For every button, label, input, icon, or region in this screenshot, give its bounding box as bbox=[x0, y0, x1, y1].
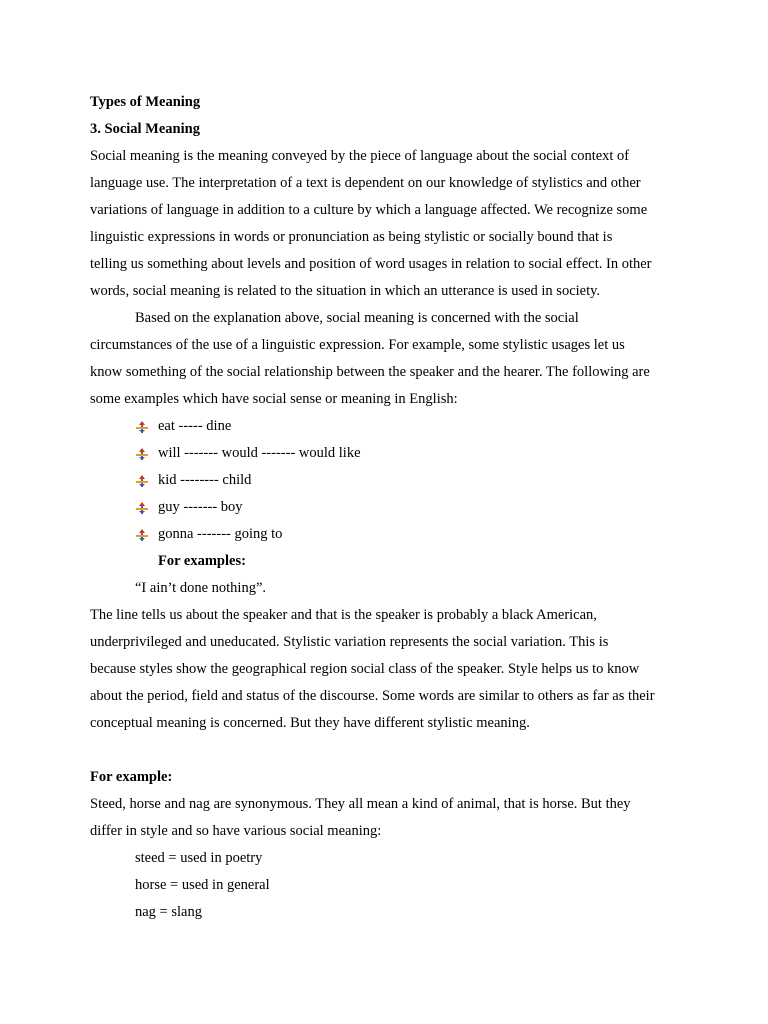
arrow-bullet-icon bbox=[136, 448, 148, 460]
text-line: The line tells us about the speaker and that is the speaker is probably a black American, bbox=[90, 607, 597, 623]
text-line: some examples which have social sense or meaning in English: bbox=[90, 391, 458, 407]
text-line: circumstances of the use of a linguistic expression. For example, some stylistic usages let us bbox=[90, 337, 625, 353]
text-line: Based on the explanation above, social meaning is concerned with the social bbox=[135, 310, 579, 326]
usage-item: nag = slang bbox=[135, 904, 202, 920]
arrow-bullet-icon bbox=[136, 421, 148, 433]
list-item bbox=[90, 521, 690, 548]
text-line: because styles show the geographical region social class of the speaker. Style helps us to know bbox=[90, 661, 640, 677]
text-line: linguistic expressions in words or pronunciation as being stylistic or socially bound that is bbox=[90, 229, 613, 245]
section-heading: 3. Social Meaning bbox=[90, 121, 200, 137]
list-item-text: guy ------- boy bbox=[158, 499, 243, 515]
paragraph-1 bbox=[90, 143, 690, 305]
text-line: about the period, field and status of the discourse. Some words are similar to others as far as their bbox=[90, 688, 655, 704]
text-line: telling us something about levels and position of word usages in relation to social effect. In other bbox=[90, 256, 652, 272]
paragraph-2 bbox=[90, 305, 690, 413]
paragraph-3 bbox=[90, 602, 690, 737]
list-item bbox=[90, 494, 690, 521]
text-line: variations of language in addition to a culture by which a language affected. We recognize some bbox=[90, 202, 648, 218]
text-line: conceptual meaning is concerned. But they have different stylistic meaning. bbox=[90, 715, 530, 731]
list-item bbox=[90, 467, 690, 494]
bullet-list bbox=[90, 413, 690, 548]
list-item-text: eat ----- dine bbox=[158, 418, 232, 434]
document-title: Types of Meaning bbox=[90, 94, 201, 110]
examples-heading: For examples: bbox=[158, 553, 246, 569]
text-line: Social meaning is the meaning conveyed by the piece of language about the social context of bbox=[90, 148, 630, 164]
list-item bbox=[90, 413, 690, 440]
list-item bbox=[90, 440, 690, 467]
text-line: differ in style and so have various social meaning: bbox=[90, 823, 382, 839]
blank-line bbox=[90, 737, 690, 764]
arrow-bullet-icon bbox=[136, 475, 148, 487]
text-line: language use. The interpretation of a text is dependent on our knowledge of stylistics and other bbox=[90, 175, 641, 191]
usage-item: steed = used in poetry bbox=[135, 850, 263, 866]
list-item-text: kid -------- child bbox=[158, 472, 252, 488]
usage-list bbox=[90, 845, 690, 926]
text-line: words, social meaning is related to the situation in which an utterance is used in society. bbox=[90, 283, 601, 299]
paragraph-4 bbox=[90, 791, 690, 845]
usage-item: horse = used in general bbox=[135, 877, 270, 893]
text-line: know something of the social relationship between the speaker and the hearer. The following are bbox=[90, 364, 650, 380]
list-item-text: will ------- would ------- would like bbox=[158, 445, 361, 461]
arrow-bullet-icon bbox=[136, 529, 148, 541]
example-quote: “I ain’t done nothing”. bbox=[135, 580, 267, 596]
text-line: underprivileged and uneducated. Stylistic variation represents the social variation. This is bbox=[90, 634, 609, 650]
arrow-bullet-icon bbox=[136, 502, 148, 514]
list-item-text: gonna ------- going to bbox=[158, 526, 283, 542]
text-line: Steed, horse and nag are synonymous. They all mean a kind of animal, that is horse. But they bbox=[90, 796, 631, 812]
example-heading: For example: bbox=[90, 769, 173, 785]
document-page bbox=[90, 89, 690, 926]
